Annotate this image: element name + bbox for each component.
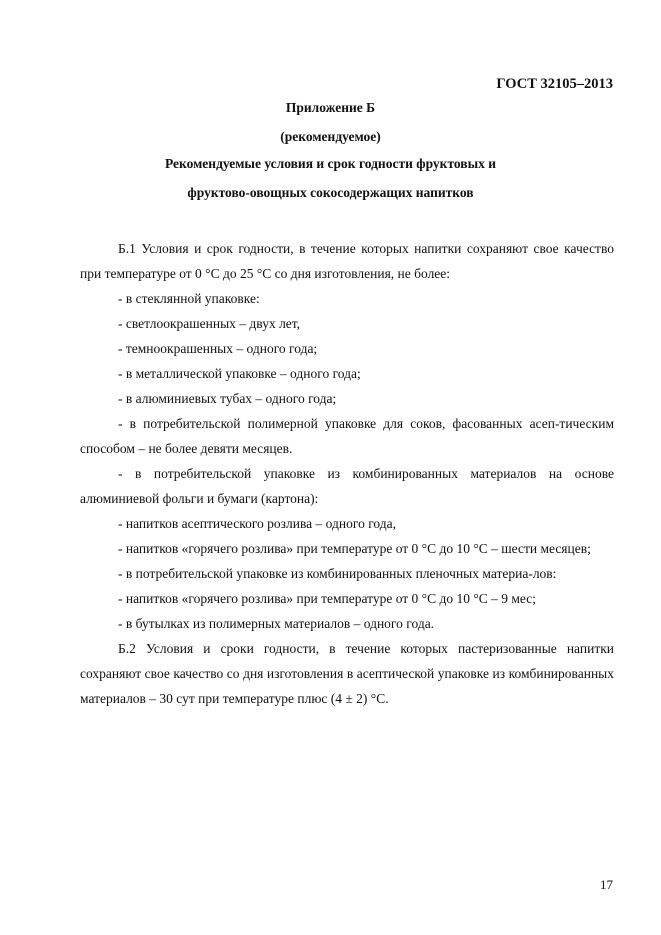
page-number: 17: [600, 877, 613, 892]
list-item: - темноокрашенных – одного года;: [118, 341, 318, 356]
list-item: - в алюминиевых тубах – одного года;: [118, 391, 337, 406]
list-item: - в потребительской упаковке из комбинированных материалов на основе алюминиевой фольги и бумаги (картона):: [80, 466, 614, 506]
paragraph-b1: Б.1 Условия и срок годности, в течение которых напитки сохраняют свое качество при температуре от 0 °С до 25 °С со дня изготовления, не более:: [80, 241, 614, 281]
list-item: - в стеклянной упаковке:: [118, 291, 260, 306]
list-item: - в бутылках из полимерных материалов – одного года.: [118, 616, 435, 631]
list-item: - в потребительской полимерной упаковке для соков, фасованных асеп-тическим способом – не более девяти месяцев.: [80, 416, 614, 456]
appendix-heading-line-2: фруктово-овощных сокосодержащих напитков: [187, 185, 474, 200]
appendix-heading-line-1: Рекомендуемые условия и срок годности фруктовых и: [164, 156, 497, 171]
appendix-body: [80, 236, 614, 711]
list-item: - светлоокрашенных – двух лет,: [118, 316, 301, 331]
list-item: - напитков «горячего розлива» при температуре от 0 °С до 10 °С – 9 мес;: [118, 591, 536, 606]
appendix-status: (рекомендуемое): [280, 129, 381, 144]
standard-designation: ГОСТ 32105–2013: [496, 76, 613, 92]
list-item: - напитков «горячего розлива» при температуре от 0 °С до 10 °С – шести месяцев;: [118, 541, 591, 556]
list-item: - напитков асептического розлива – одного года,: [118, 516, 396, 531]
list-item: - в потребительской упаковке из комбинированных пленочных материа-лов:: [118, 566, 557, 581]
appendix-title: Приложение Б: [285, 100, 376, 115]
list-item: - в металлической упаковке – одного года;: [118, 366, 361, 381]
paragraph-b2: Б.2 Условия и сроки годности, в течение которых пастеризованные напитки сохраняют свое качество со дня изготовления в асептической упаковке из комбинированных материалов – 30 сут при температуре плюс (4 ± 2) °С.: [80, 641, 614, 706]
